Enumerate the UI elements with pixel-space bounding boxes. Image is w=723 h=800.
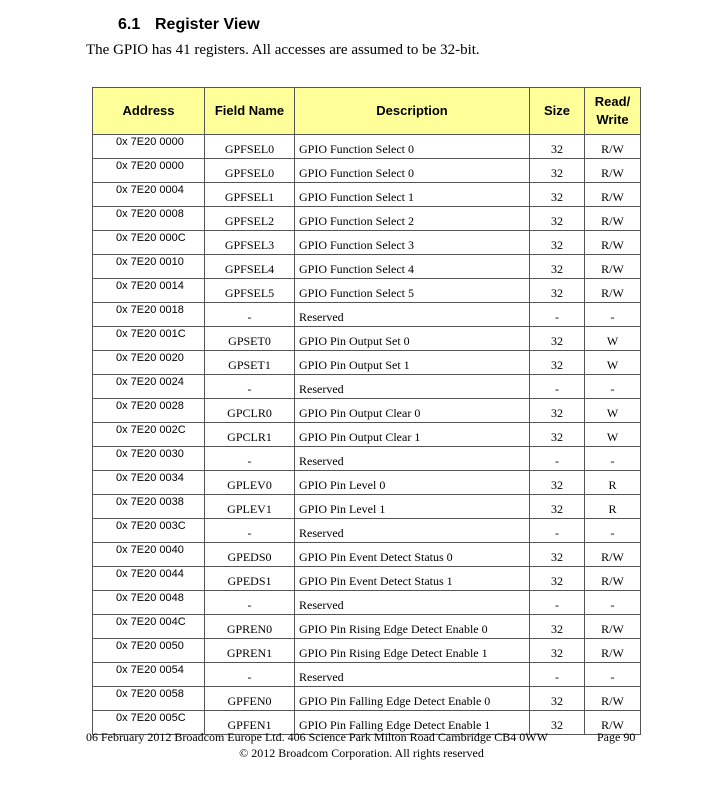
cell-read-write: R	[585, 471, 641, 495]
cell-description: GPIO Function Select 0	[295, 159, 530, 183]
cell-description: GPIO Function Select 2	[295, 207, 530, 231]
cell-field-name: GPFEN0	[205, 687, 295, 711]
cell-size: 32	[530, 567, 585, 591]
cell-field-name: GPSET0	[205, 327, 295, 351]
cell-field-name: GPREN1	[205, 639, 295, 663]
cell-size: 32	[530, 639, 585, 663]
cell-read-write: -	[585, 663, 641, 687]
cell-field-name: -	[205, 519, 295, 543]
cell-description: GPIO Pin Level 0	[295, 471, 530, 495]
section-heading	[118, 16, 260, 34]
cell-read-write: R/W	[585, 159, 641, 183]
cell-size: 32	[530, 207, 585, 231]
cell-field-name: GPEDS0	[205, 543, 295, 567]
cell-address: 0x 7E20 0058	[93, 687, 205, 711]
cell-address: 0x 7E20 0014	[93, 279, 205, 303]
table-row	[93, 663, 641, 687]
cell-address: 0x 7E20 0018	[93, 303, 205, 327]
cell-size: -	[530, 375, 585, 399]
table-row	[93, 135, 641, 159]
cell-read-write: R/W	[585, 711, 641, 735]
cell-read-write: -	[585, 303, 641, 327]
intro-paragraph: The GPIO has 41 registers. All accesses are assumed to be 32-bit.	[86, 42, 480, 58]
section-title: Register View	[155, 16, 260, 33]
table-row	[93, 639, 641, 663]
table-row	[93, 183, 641, 207]
cell-field-name: GPFSEL0	[205, 135, 295, 159]
cell-size: 32	[530, 351, 585, 375]
cell-read-write: W	[585, 399, 641, 423]
table-row	[93, 543, 641, 567]
table-header-row	[93, 88, 641, 135]
cell-address: 0x 7E20 0034	[93, 471, 205, 495]
cell-address: 0x 7E20 0008	[93, 207, 205, 231]
cell-field-name: GPFEN1	[205, 711, 295, 735]
table-row	[93, 423, 641, 447]
cell-read-write: W	[585, 351, 641, 375]
cell-field-name: GPCLR1	[205, 423, 295, 447]
cell-field-name: -	[205, 663, 295, 687]
table-row	[93, 615, 641, 639]
cell-size: 32	[530, 423, 585, 447]
cell-field-name: -	[205, 375, 295, 399]
cell-size: 32	[530, 159, 585, 183]
cell-size: 32	[530, 255, 585, 279]
cell-field-name: -	[205, 303, 295, 327]
header-size: Size	[530, 88, 585, 135]
cell-address: 0x 7E20 0020	[93, 351, 205, 375]
table-row	[93, 375, 641, 399]
cell-read-write: R/W	[585, 567, 641, 591]
cell-address: 0x 7E20 005C	[93, 711, 205, 735]
cell-description: GPIO Pin Output Set 0	[295, 327, 530, 351]
cell-address: 0x 7E20 0038	[93, 495, 205, 519]
cell-description: Reserved	[295, 375, 530, 399]
cell-address: 0x 7E20 0010	[93, 255, 205, 279]
table-row	[93, 207, 641, 231]
cell-address: 0x 7E20 0024	[93, 375, 205, 399]
cell-read-write: R/W	[585, 255, 641, 279]
cell-read-write: R/W	[585, 135, 641, 159]
cell-read-write: R/W	[585, 279, 641, 303]
cell-size: 32	[530, 183, 585, 207]
cell-size: 32	[530, 687, 585, 711]
cell-address: 0x 7E20 0050	[93, 639, 205, 663]
cell-address: 0x 7E20 001C	[93, 327, 205, 351]
cell-address: 0x 7E20 0048	[93, 591, 205, 615]
cell-field-name: GPSET1	[205, 351, 295, 375]
cell-field-name: -	[205, 591, 295, 615]
cell-field-name: GPFSEL3	[205, 231, 295, 255]
cell-description: GPIO Pin Falling Edge Detect Enable 0	[295, 687, 530, 711]
cell-field-name: -	[205, 447, 295, 471]
cell-read-write: R/W	[585, 207, 641, 231]
footer-address: 06 February 2012 Broadcom Europe Ltd. 406 Science Park Milton Road Cambridge CB4 0WW	[86, 730, 548, 744]
cell-read-write: R/W	[585, 639, 641, 663]
cell-size: -	[530, 519, 585, 543]
cell-size: 32	[530, 327, 585, 351]
cell-address: 0x 7E20 0028	[93, 399, 205, 423]
cell-read-write: R/W	[585, 183, 641, 207]
table-body	[93, 135, 641, 735]
cell-size: 32	[530, 231, 585, 255]
cell-description: Reserved	[295, 591, 530, 615]
header-description: Description	[295, 88, 530, 135]
table-row	[93, 231, 641, 255]
cell-description: GPIO Pin Event Detect Status 0	[295, 543, 530, 567]
cell-address: 0x 7E20 0030	[93, 447, 205, 471]
cell-size: 32	[530, 543, 585, 567]
cell-address: 0x 7E20 004C	[93, 615, 205, 639]
cell-address: 0x 7E20 0004	[93, 183, 205, 207]
cell-read-write: R/W	[585, 687, 641, 711]
table-row	[93, 303, 641, 327]
footer-copyright: © 2012 Broadcom Corporation. All rights reserved	[239, 746, 484, 760]
table-row	[93, 399, 641, 423]
cell-address: 0x 7E20 000C	[93, 231, 205, 255]
header-field-name: Field Name	[205, 88, 295, 135]
cell-size: -	[530, 663, 585, 687]
cell-size: -	[530, 303, 585, 327]
cell-field-name: GPFSEL4	[205, 255, 295, 279]
cell-address: 0x 7E20 002C	[93, 423, 205, 447]
cell-field-name: GPFSEL0	[205, 159, 295, 183]
cell-read-write: R/W	[585, 543, 641, 567]
cell-size: -	[530, 591, 585, 615]
cell-field-name: GPFSEL2	[205, 207, 295, 231]
cell-size: 32	[530, 135, 585, 159]
cell-field-name: GPLEV1	[205, 495, 295, 519]
cell-description: GPIO Pin Level 1	[295, 495, 530, 519]
table-row	[93, 327, 641, 351]
table-row	[93, 159, 641, 183]
page-number: Page 90	[597, 730, 636, 744]
cell-size: 32	[530, 279, 585, 303]
cell-field-name: GPREN0	[205, 615, 295, 639]
cell-address: 0x 7E20 0040	[93, 543, 205, 567]
cell-description: GPIO Pin Output Set 1	[295, 351, 530, 375]
table-row	[93, 591, 641, 615]
cell-field-name: GPFSEL5	[205, 279, 295, 303]
cell-description: Reserved	[295, 519, 530, 543]
cell-field-name: GPLEV0	[205, 471, 295, 495]
cell-description: GPIO Pin Output Clear 0	[295, 399, 530, 423]
header-read-write: Read/ Write	[585, 88, 641, 135]
cell-size: 32	[530, 399, 585, 423]
cell-size: -	[530, 447, 585, 471]
register-table	[92, 87, 641, 735]
cell-address: 0x 7E20 003C	[93, 519, 205, 543]
cell-description: GPIO Pin Output Clear 1	[295, 423, 530, 447]
table-row	[93, 495, 641, 519]
table-row	[93, 447, 641, 471]
cell-read-write: W	[585, 327, 641, 351]
cell-read-write: -	[585, 591, 641, 615]
table-row	[93, 279, 641, 303]
cell-address: 0x 7E20 0044	[93, 567, 205, 591]
section-number: 6.1	[118, 16, 141, 33]
cell-description: GPIO Function Select 5	[295, 279, 530, 303]
cell-read-write: R/W	[585, 615, 641, 639]
cell-read-write: -	[585, 375, 641, 399]
cell-description: GPIO Function Select 0	[295, 135, 530, 159]
cell-description: Reserved	[295, 447, 530, 471]
cell-address: 0x 7E20 0000	[93, 159, 205, 183]
table-row	[93, 687, 641, 711]
table-row	[93, 519, 641, 543]
cell-field-name: GPFSEL1	[205, 183, 295, 207]
cell-size: 32	[530, 615, 585, 639]
table-row	[93, 471, 641, 495]
table-row	[93, 567, 641, 591]
cell-size: 32	[530, 495, 585, 519]
cell-read-write: W	[585, 423, 641, 447]
cell-field-name: GPEDS1	[205, 567, 295, 591]
header-address: Address	[93, 88, 205, 135]
cell-read-write: -	[585, 519, 641, 543]
cell-description: Reserved	[295, 663, 530, 687]
table-row	[93, 255, 641, 279]
table-row	[93, 351, 641, 375]
cell-address: 0x 7E20 0000	[93, 135, 205, 159]
cell-size: 32	[530, 471, 585, 495]
cell-description: Reserved	[295, 303, 530, 327]
cell-read-write: -	[585, 447, 641, 471]
cell-size: 32	[530, 711, 585, 735]
cell-description: GPIO Function Select 1	[295, 183, 530, 207]
cell-description: GPIO Function Select 4	[295, 255, 530, 279]
cell-description: GPIO Pin Rising Edge Detect Enable 0	[295, 615, 530, 639]
cell-address: 0x 7E20 0054	[93, 663, 205, 687]
cell-description: GPIO Pin Event Detect Status 1	[295, 567, 530, 591]
cell-field-name: GPCLR0	[205, 399, 295, 423]
cell-read-write: R/W	[585, 231, 641, 255]
cell-read-write: R	[585, 495, 641, 519]
cell-description: GPIO Pin Falling Edge Detect Enable 1	[295, 711, 530, 735]
cell-description: GPIO Function Select 3	[295, 231, 530, 255]
cell-description: GPIO Pin Rising Edge Detect Enable 1	[295, 639, 530, 663]
